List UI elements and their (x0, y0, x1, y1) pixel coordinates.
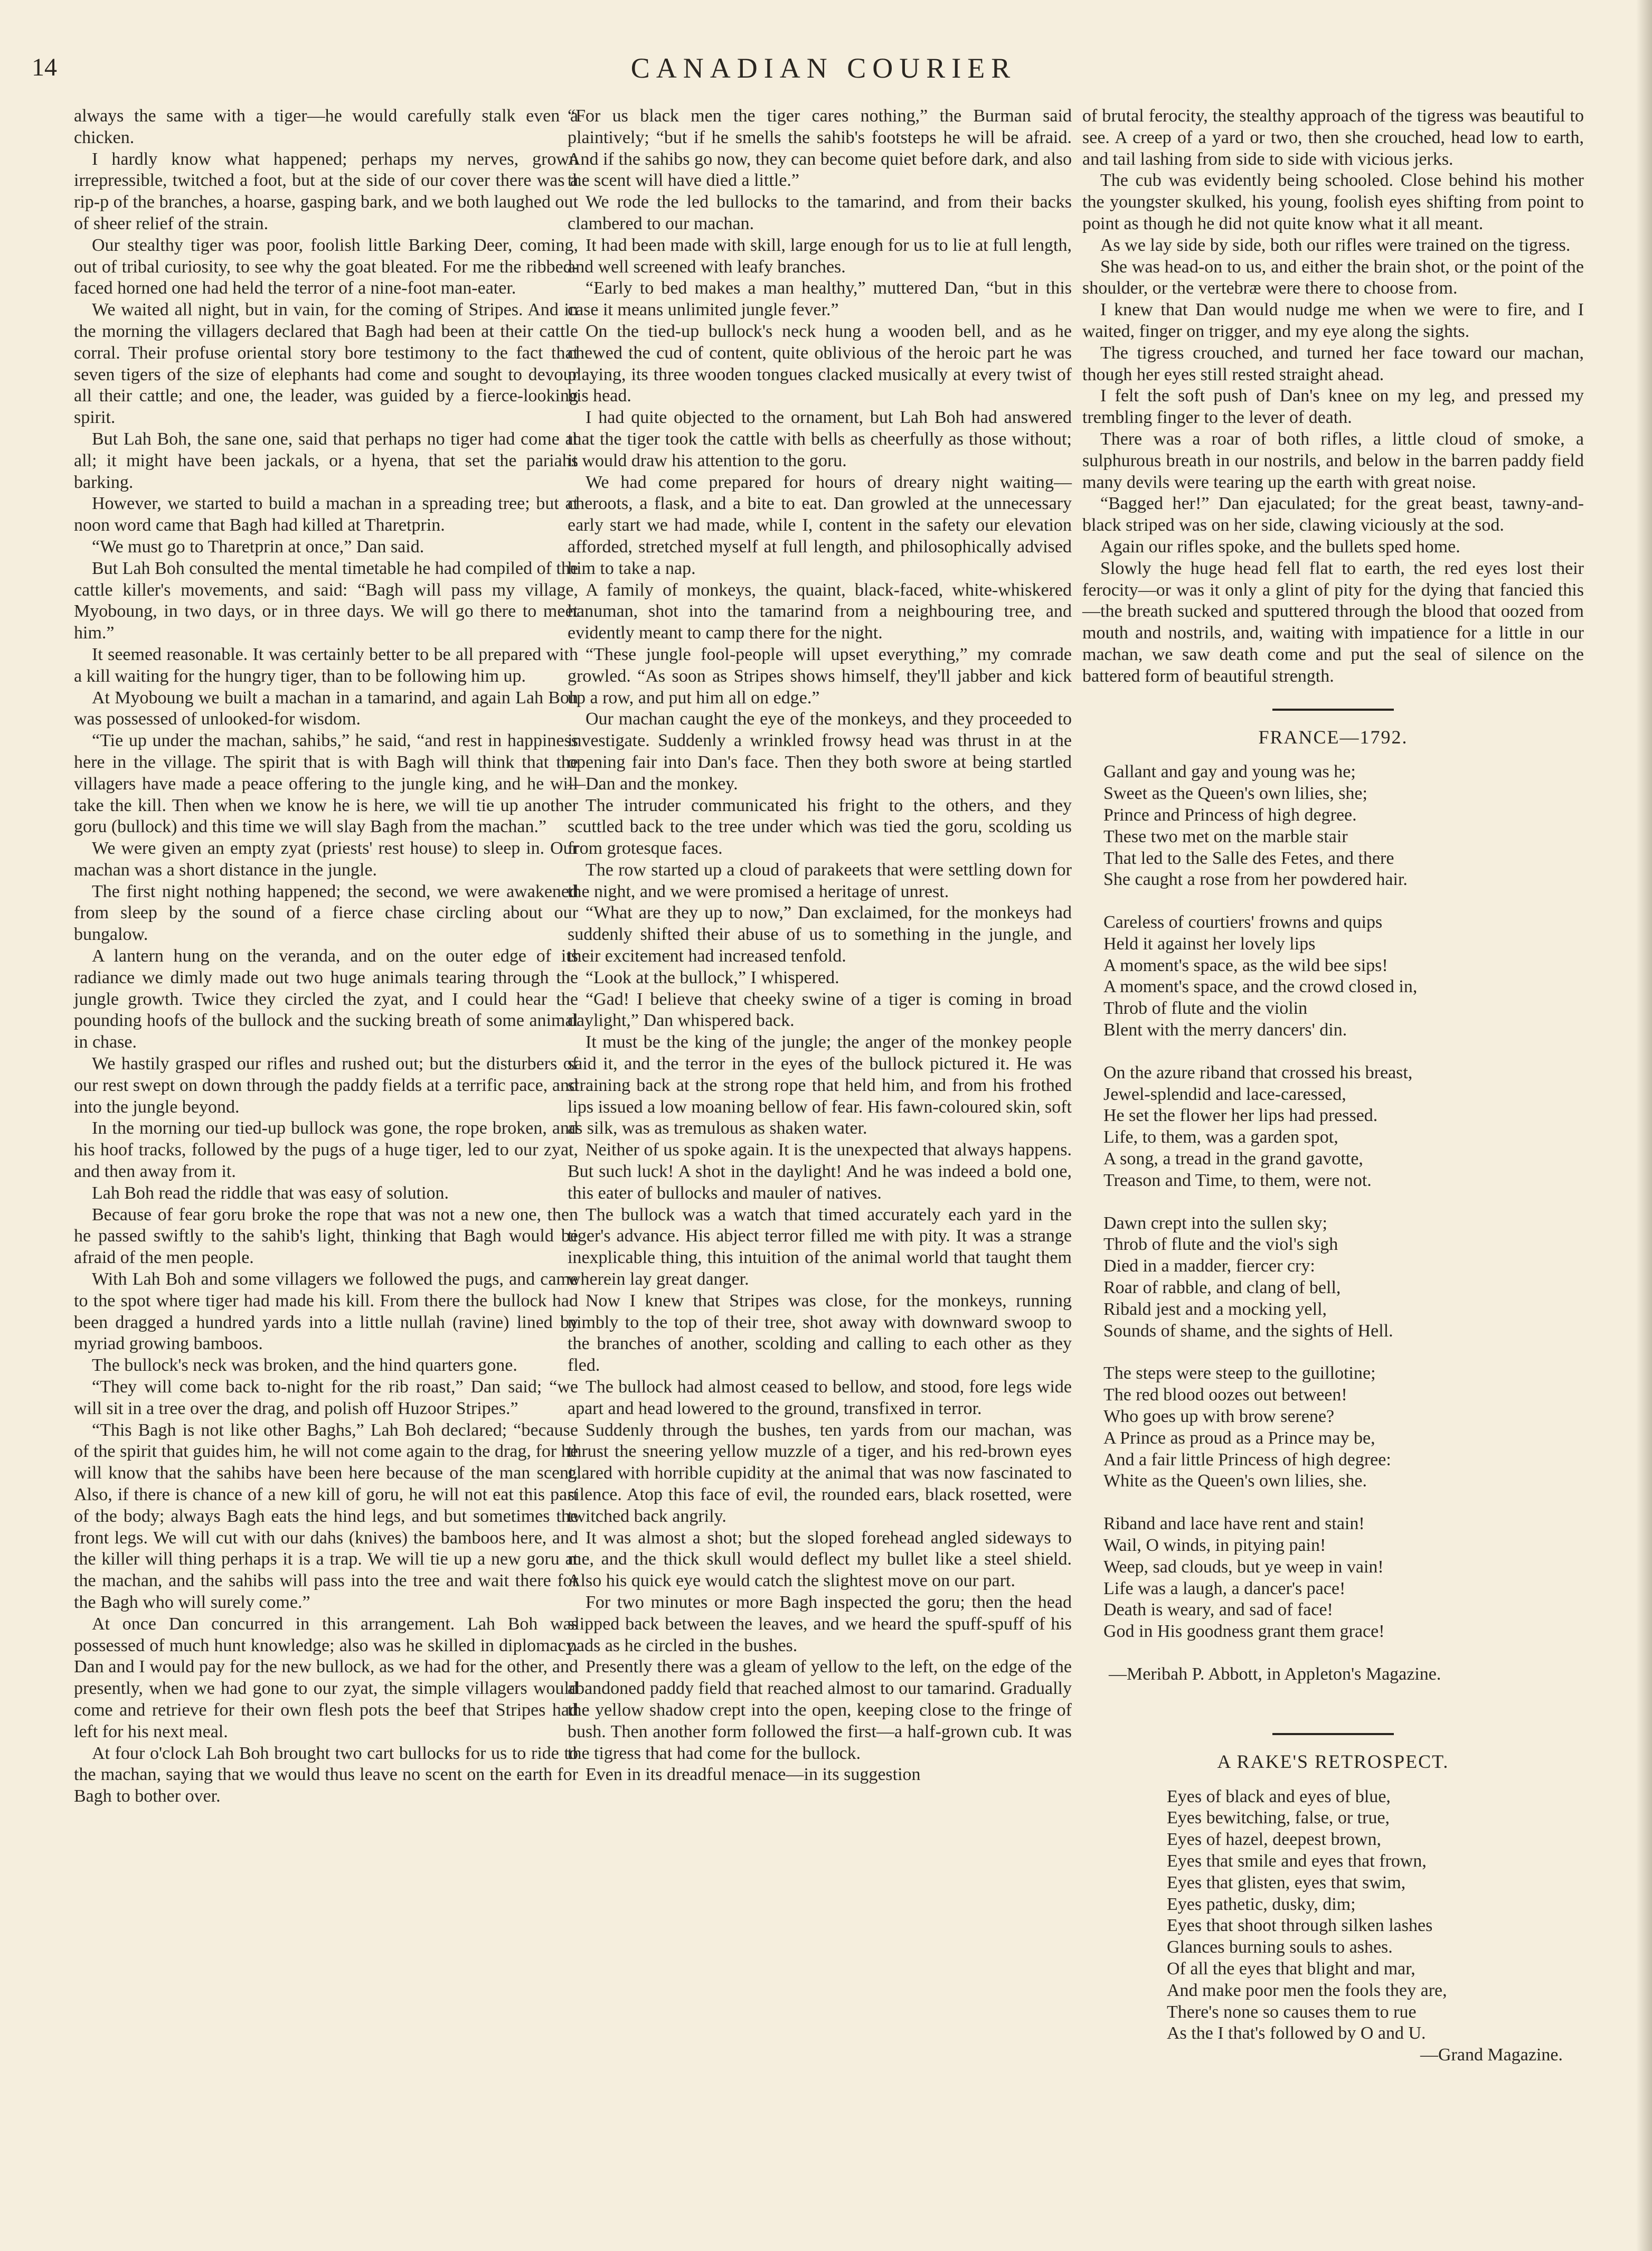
poem-line: She caught a rose from her powdered hair. (1103, 870, 1408, 890)
poem-line: Throb of flute and the violin (1103, 999, 1308, 1019)
poem-line: Life, to them, was a garden spot, (1103, 1127, 1338, 1147)
poem-line: Of all the eyes that blight and mar, (1167, 1958, 1415, 1979)
paragraph: Neither of us spoke again. It is the unexpected that always happens. But such luck! A shot in the daylight! And he was indeed a bold one, this eater of bullocks and mauler of natives. (568, 1140, 1072, 1203)
poem-line: Glances burning souls to ashes. (1167, 1937, 1393, 1957)
poem-line: A Prince as proud as a Prince may be, (1103, 1428, 1375, 1448)
paragraph: The cub was evidently being schooled. Close behind his mother the youngster skulked, his young, foolish eyes shifting from point to point as though he did not quite know what it all meant. (1082, 171, 1584, 233)
poem-line: Riband and lace have rent and stain! (1103, 1514, 1365, 1534)
paragraph: It seemed reasonable. It was certainly better to be all prepared with a kill waiting for the hungry tiger, than to be following him up. (74, 644, 578, 686)
article-column-3 (1082, 106, 1584, 2066)
paragraph: The bullock's neck was broken, and the hind quarters gone. (92, 1355, 517, 1376)
poem-line: These two met on the marble stair (1103, 826, 1348, 846)
paragraph: She was head-on to us, and either the brain shot, or the point of the shoulder, or the vertebræ were there to choose from. (1082, 257, 1584, 298)
poem-line: Eyes of black and eyes of blue, (1167, 1786, 1391, 1806)
poem-line: A moment's space, and the crowd closed in, (1103, 977, 1418, 997)
paragraph: We were given an empty zyat (priests' rest house) to sleep in. Our machan was a short distance in the jungle. (74, 839, 578, 880)
paragraph: In the morning our tied-up bullock was gone, the rope broken, and his hoof tracks, followed by the pugs of a huge tiger, led to our zyat, and then away from it. (74, 1118, 578, 1182)
poem-line: On the azure riband that crossed his breast, (1103, 1062, 1413, 1082)
poem-line: Eyes that smile and eyes that frown, (1167, 1851, 1427, 1871)
paragraph: Now I knew that Stripes was close, for the monkeys, running nimbly to the top of their tree, shot away with downward swoop to the branches of another, scolding and calling to each other as they fled. (568, 1291, 1072, 1376)
paragraph: “They will come back to-night for the rib roast,” Dan said; “we will sit in a tree over the drag, and polish off Huzoor Stripes.” (74, 1377, 578, 1418)
poem-line: And make poor men the fools they are, (1167, 1980, 1447, 2000)
paragraph: Lah Boh read the riddle that was easy of solution. (92, 1183, 449, 1203)
paragraph: With Lah Boh and some villagers we followed the pugs, and came to the spot where tiger had made his kill. From there the bullock had been dragged a hundred yards into a little nullah (ravine) lined by myriad growing bamboos. (74, 1269, 578, 1354)
paragraph: I knew that Dan would nudge me when we were to fire, and I waited, finger on trigger, and my eye along the sights. (1082, 300, 1584, 341)
poem-line: Death is weary, and sad of face! (1103, 1600, 1333, 1620)
page-number: 14 (32, 53, 57, 81)
poem-stanza (1103, 1213, 1584, 1342)
poem-line: Careless of courtiers' frowns and quips (1103, 912, 1383, 933)
poem-attribution-rake: —Grand Magazine. (1420, 2045, 1563, 2065)
paragraph: For two minutes or more Bagh inspected the goru; then the head slipped back between the leaves, and we heard the spuff-spuff of his pads as he circled in the bushes. (568, 1592, 1072, 1655)
paragraph: But Lah Boh, the sane one, said that perhaps no tiger had come at all; it might have been jackals, or a hyena, that set the pariahs barking. (74, 429, 578, 492)
section-divider (1272, 1733, 1394, 1735)
poem-line: Sweet as the Queen's own lilies, she; (1103, 784, 1367, 804)
poem-stanza (1103, 1513, 1584, 1643)
poem-line: Treason and Time, to them, were not. (1103, 1170, 1372, 1190)
poem-line: Eyes pathetic, dusky, dim; (1167, 1894, 1356, 1914)
paragraph: Again our rifles spoke, and the bullets sped home. (1100, 536, 1460, 557)
paragraph: There was a roar of both rifles, a little cloud of smoke, a sulphurous breath in our nostrils, and below in the barren paddy field many devils were tearing up the earth with great noise. (1082, 429, 1584, 492)
paragraph: The tigress crouched, and turned her face toward our machan, though her eyes still rested straight ahead. (1082, 343, 1584, 384)
paragraph: Presently there was a gleam of yellow to the left, on the edge of the abandoned paddy field that reached almost to our tamarind. Gradually the yellow shadow crept into the open, keeping close to the fringe of bush. Then another form followed the first—a half-grown cub. It was the tigress that had come for the bullock. (568, 1657, 1072, 1763)
paragraph: Because of fear goru broke the rope that was not a new one, then he passed swiftly to the sahib's light, thinking that Bagh would be afraid of the men people. (74, 1204, 578, 1268)
paragraph: On the tied-up bullock's neck hung a wooden bell, and as he chewed the cud of content, quite oblivious of the heroic part he was playing, its three wooden tongues clacked musically at every twist of his head. (568, 321, 1072, 406)
paragraph: A family of monkeys, the quaint, black-faced, white-whiskered hanuman, shot into the tamarind from a neighbouring tree, and evidently meant to camp there for the night. (568, 580, 1072, 643)
poem-line: The steps were steep to the guillotine; (1103, 1363, 1376, 1383)
poem-line: Eyes bewitching, false, or true, (1167, 1808, 1390, 1828)
paragraph: We had come prepared for hours of dreary night waiting—cheroots, a flask, and a bite to eat. Dan growled at the unnecessary early start we had made, while I, content in the safety our elevation afforded, stretched myself at full length, and philosophically advised him to take a nap. (568, 472, 1072, 578)
article-continuation (1082, 106, 1584, 687)
poem-line: Eyes that glisten, eyes that swim, (1167, 1872, 1406, 1892)
paragraph: Our stealthy tiger was poor, foolish little Barking Deer, coming, out of tribal curiosity, to see why the goat bleated. For me the ribbed-faced horned one had held the terror of a nine-foot man-eater. (74, 235, 578, 298)
paragraph: At Myoboung we built a machan in a tamarind, and again Lah Boh was possessed of unlooked-for wisdom. (74, 687, 578, 729)
poem-line: Who goes up with brow serene? (1103, 1407, 1335, 1427)
poem-line: He set the flower her lips had pressed. (1103, 1106, 1378, 1126)
paragraph: As we lay side by side, both our rifles were trained on the tigress. (1100, 235, 1571, 255)
poem-line: Dawn crept into the sullen sky; (1103, 1213, 1327, 1233)
poem-title-rake: A RAKE'S RETROSPECT. (1217, 1750, 1449, 1772)
poem-line: Weep, sad clouds, but ye weep in vain! (1103, 1557, 1384, 1577)
paragraph: “We must go to Tharetprin at once,” Dan said. (92, 536, 424, 557)
poem-line: A moment's space, as the wild bee sips! (1103, 955, 1388, 975)
paragraph: We hastily grasped our rifles and rushed out; but the disturbers of our rest swept on down through the paddy fields at a terrific pace, and into the jungle beyond. (74, 1054, 578, 1117)
paragraph: I hardly know what happened; perhaps my nerves, grown irrepressible, twitched a foot, but at the side of our cover there was a rip-p of the branches, a hoarse, gasping bark, and we both laughed out of sheer relief of the strain. (74, 149, 578, 233)
paragraph: At four o'clock Lah Boh brought two cart bullocks for us to ride to the machan, saying that we would thus leave no scent on the earth for Bagh to bother over. (74, 1743, 578, 1806)
paragraph: I felt the soft push of Dan's knee on my leg, and pressed my trembling finger to the lever of death. (1082, 386, 1584, 428)
poem-line: That led to the Salle des Fetes, and there (1103, 848, 1394, 868)
poem-line: White as the Queen's own lilies, she. (1103, 1471, 1367, 1491)
poem-title-france: FRANCE—1792. (1258, 726, 1408, 748)
poem-line: Eyes that shoot through silken lashes (1167, 1916, 1433, 1936)
paragraph: It had been made with skill, large enough for us to lie at full length, and well screened with leafy branches. (568, 235, 1072, 277)
poem-line: A song, a tread in the grand gavotte, (1103, 1149, 1363, 1169)
page-edge-shadow (1636, 0, 1652, 2251)
paragraph: Slowly the huge head fell flat to earth, the red eyes lost their ferocity—or was it only a glint of pity for the dying that fancied this—the breath sucked and sputtered through the blood that oozed from mouth and nostrils, and, waiting with impatience for a little in our machan, we saw death come and put the seal of silence on the battered form of beautiful strength. (1082, 558, 1584, 686)
poem-line: Wail, O winds, in pitying pain! (1103, 1536, 1326, 1556)
paragraph: “Tie up under the machan, sahibs,” he said, “and rest in happiness here in the village. The spirit that is with Bagh will think that the villagers have made a peace offering to the jungle king, and he will take the kill. Then when we know he is here, we will tie up another goru (bullock) and this time we will slay Bagh from the machan.” (74, 731, 578, 837)
poem-line: Roar of rabble, and clang of bell, (1103, 1278, 1341, 1298)
poem-line: God in His goodness grant them grace! (1103, 1622, 1385, 1642)
poem-line: Blent with the merry dancers' din. (1103, 1020, 1347, 1040)
poem-line: As the I that's followed by O and U. (1167, 2023, 1426, 2043)
poem-line: Sounds of shame, and the sights of Hell. (1103, 1321, 1393, 1341)
paragraph: Even in its dreadful menace—in its suggestion (586, 1765, 921, 1785)
poem-france (1082, 761, 1584, 1643)
poem-line: Held it against her lovely lips (1103, 934, 1316, 954)
poem-line: Throb of flute and the viol's sigh (1103, 1235, 1338, 1255)
poem-stanza (1103, 1363, 1584, 1492)
page-header (32, 48, 1616, 95)
paragraph: The bullock was a watch that timed accurately each yard in the tiger's advance. His abject terror filled me with pity. It was a strange inexplicable thing, this intuition of the animal world that taught them wherein lay great danger. (568, 1204, 1072, 1289)
paragraph: “For us black men the tiger cares nothing,” the Burman said plaintively; “but if he smells the sahib's footsteps he will be afraid. And if the sahibs go now, they can become quiet before dark, and also the scent will have died a little.” (568, 106, 1072, 191)
poem-line: Ribald jest and a mocking yell, (1103, 1299, 1327, 1319)
poem-rake (1082, 1786, 1584, 2045)
poem-stanza (1103, 761, 1584, 891)
article-column-2 (568, 106, 1072, 1786)
section-divider (1272, 709, 1394, 711)
paragraph: always the same with a tiger—he would carefully stalk even a chicken. (74, 106, 578, 147)
poem-line: Eyes of hazel, deepest brown, (1167, 1830, 1381, 1850)
poem-attribution-france: —Meribah P. Abbott, in Appleton's Magazine. (1109, 1664, 1441, 1684)
paragraph: We rode the led bullocks to the tamarind, and from their backs clambered to our machan. (568, 192, 1072, 233)
paragraph: At once Dan concurred in this arrangement. Lah Boh was possessed of much hunt knowledge; also was he skilled in diplomacy. Dan and I would pay for the new bullock, as we had for the other, and presently, when we had gone to our zyat, the simple villagers would come and retrieve for their own flesh pots the beef that Stripes had left for his next meal. (74, 1614, 578, 1741)
poem-line: Prince and Princess of high degree. (1103, 805, 1357, 825)
article-column-1 (74, 106, 578, 1807)
paragraph: Our machan caught the eye of the monkeys, and they proceeded to investigate. Suddenly a wrinkled frowsy head was thrust in at the opening fair into Dan's face. Then they both swore at being startled —Dan and the monkey. (568, 709, 1072, 794)
paragraph: “These jungle fool-people will upset everything,” my comrade growled. “As soon as Stripes shows himself, they'll jabber and kick up a row, and put him all on edge.” (568, 644, 1072, 708)
paragraph: “This Bagh is not like other Baghs,” Lah Boh declared; “because of the spirit that guides him, he will not come again to the drag, for he will know that the sahibs have been here because of the man scent. Also, if there is chance of a new kill of goru, he will not eat this part of the body; always Bagh eats the hind legs, and but sometimes the front legs. We will cut with our dahs (knives) the bamboos here, and the killer will thing perhaps it is a trap. We will tie up a new goru at the machan, and the sahibs will pass into the tree and wait there for the Bagh who will surely come.” (74, 1420, 578, 1612)
paragraph: The first night nothing happened; the second, we were awakened from sleep by the sound of a fierce chase circling about our bungalow. (74, 881, 578, 945)
paragraph: The bullock had almost ceased to bellow, and stood, fore legs wide apart and head lowered to the ground, transfixed in terror. (568, 1377, 1072, 1418)
poem-line: And a fair little Princess of high degree: (1103, 1449, 1391, 1470)
paragraph: Suddenly through the bushes, ten yards from our machan, was thrust the sneering yellow muzzle of a tiger, and his red-brown eyes glared with horrible cupidity at the animal that was now fascinated to silence. Atop this face of evil, the rounded ears, black rosetted, were twitched back angrily. (568, 1420, 1072, 1526)
paragraph: I had quite objected to the ornament, but Lah Boh had answered that the tiger took the cattle with bells as cheerfully as those without; it would draw his attention to the goru. (568, 408, 1072, 470)
paragraph: The intruder communicated his fright to the others, and they scuttled back to the tree under which was tied the goru, scolding us from grotesque faces. (568, 795, 1072, 859)
masthead: CANADIAN COURIER (630, 52, 1017, 84)
paragraph: “What are they up to now,” Dan exclaimed, for the monkeys had suddenly shifted their abuse of us to something in the jungle, and their excitement had increased tenfold. (568, 903, 1072, 966)
paragraph: The row started up a cloud of parakeets that were settling down for the night, and we were promised a heritage of unrest. (568, 860, 1072, 901)
paragraph: But Lah Boh consulted the mental timetable he had compiled of the cattle killer's movements, and said: “Bagh will pass my village, Myoboung, in two days, or in three days. We will go there to meet him.” (74, 558, 578, 643)
poem-line: There's none so causes them to rue (1167, 2002, 1417, 2022)
paragraph: A lantern hung on the veranda, and on the outer edge of its radiance we dimly made out two huge animals tearing through the jungle growth. Twice they circled the zyat, and I could hear the pounding hoofs of the bullock and the sucking breath of some animal in chase. (74, 946, 578, 1052)
paragraph: “Gad! I believe that cheeky swine of a tiger is coming in broad daylight,” Dan whispered back. (568, 989, 1072, 1031)
paragraph: However, we started to build a machan in a spreading tree; but at noon word came that Bagh had killed at Tharetprin. (74, 494, 578, 535)
paragraph: “Bagged her!” Dan ejaculated; for the great beast, tawny-and-black striped was on her side, clawing viciously at the sod. (1082, 494, 1584, 535)
paragraph: We waited all night, but in vain, for the coming of Stripes. And in the morning the villagers declared that Bagh had been at their cattle corral. Their profuse oriental story bore testimony to the fact that seven tigers of the size of elephants had come and sought to devour all their cattle; and one, the leader, was guided by a fierce-looking spirit. (74, 300, 578, 428)
poem-line: Died in a madder, fiercer cry: (1103, 1256, 1315, 1276)
paragraph: “Early to bed makes a man healthy,” muttered Dan, “but in this case it means unlimited jungle fever.” (568, 278, 1072, 320)
poem-stanza (1103, 912, 1584, 1041)
poem-line: The red blood oozes out between! (1103, 1385, 1347, 1405)
paragraph: of brutal ferocity, the stealthy approach of the tigress was beautiful to see. A creep of a yard or two, then she crouched, head low to earth, and tail lashing from side to side with vicious jerks. (1082, 106, 1584, 169)
paragraph: It must be the king of the jungle; the anger of the monkey people said it, and the terror in the eyes of the bullock pictured it. He was straining back at the strong rope that held him, and from his frothed lips issued a low moaning bellow of fear. His fawn-coloured skin, soft as silk, was as tremulous as shaken water. (568, 1032, 1072, 1138)
poem-line: Jewel-splendid and lace-caressed, (1103, 1084, 1346, 1104)
poem-line: Life was a laugh, a dancer's pace! (1103, 1578, 1346, 1598)
paragraph: It was almost a shot; but the sloped forehead angled sideways to me, and the thick skull would deflect my bullet like a steel shield. Also his quick eye would catch the slightest move on our part. (568, 1528, 1072, 1591)
poem-line: Gallant and gay and young was he; (1103, 762, 1356, 782)
poem-stanza (1103, 1062, 1584, 1192)
paragraph: “Look at the bullock,” I whispered. (586, 967, 839, 987)
